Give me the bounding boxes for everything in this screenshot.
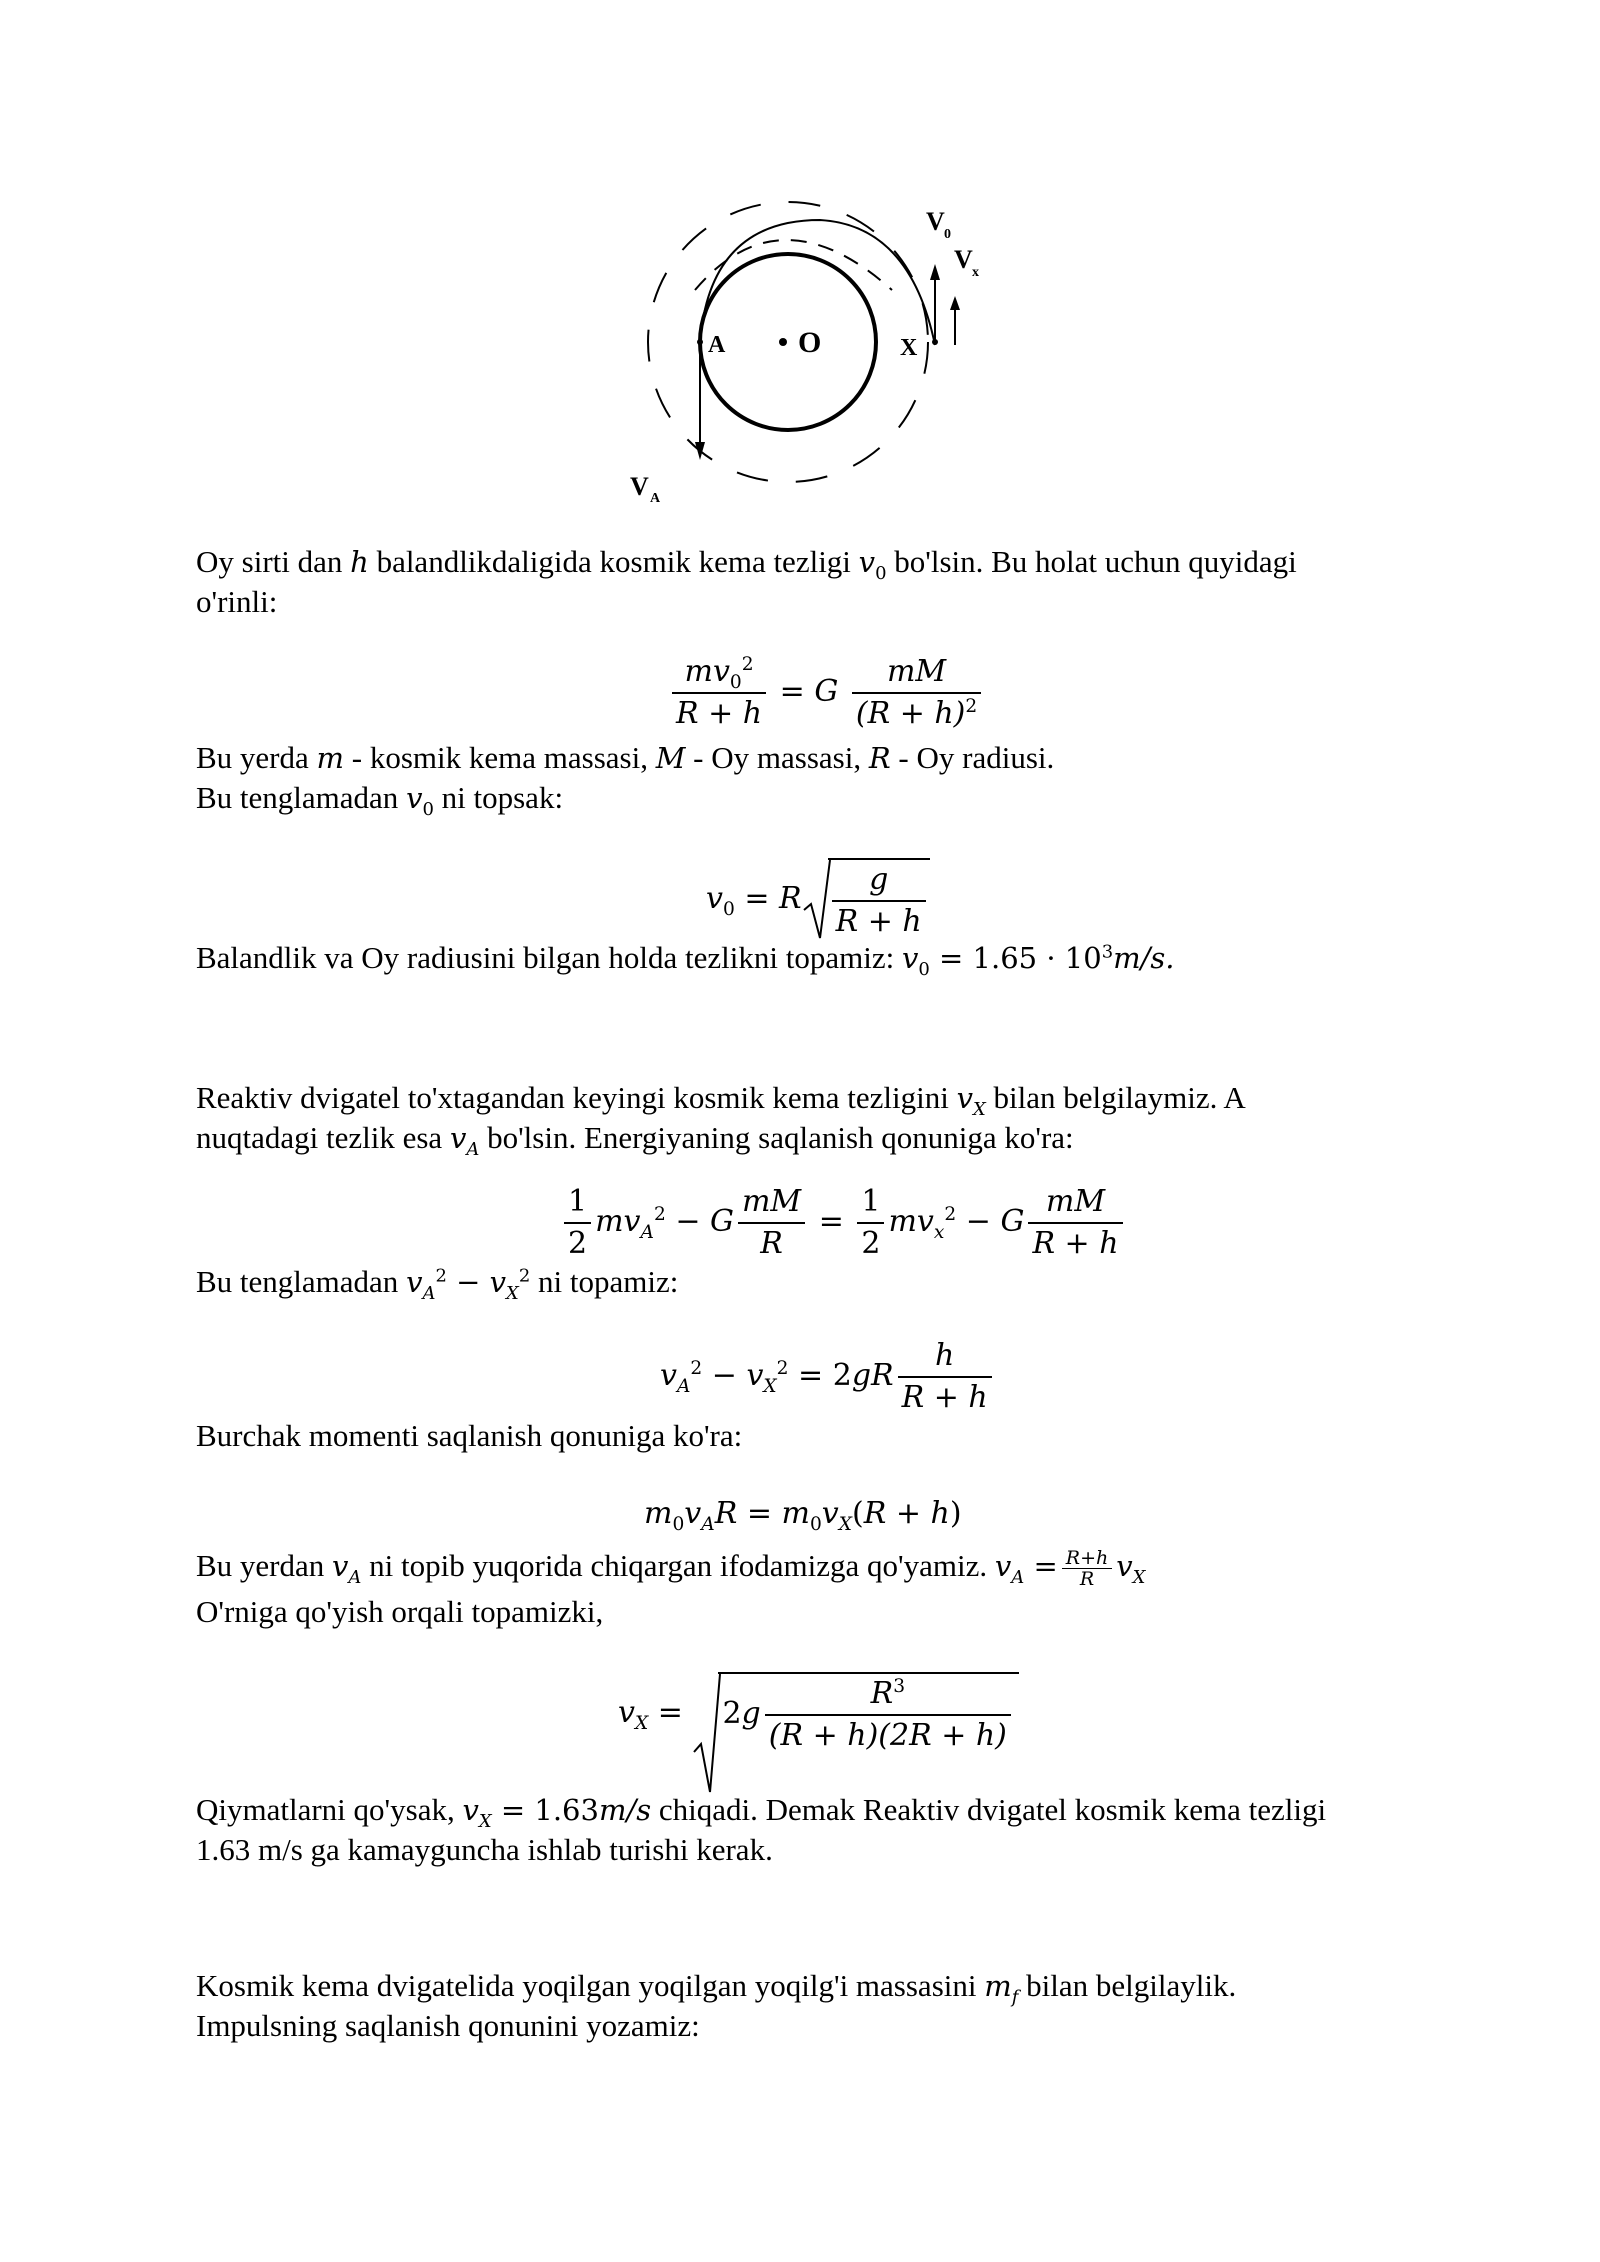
equation-orbital-velocity: $\frac{mv_0^2}{R + h}$ = G $\frac{mM}{(R + h)^2}$ xyxy=(668,652,985,734)
paragraph-8: Bu yerdan $v_A$ ni topib yuqorida chiqargan ifodamizga qo'yamiz. $v_A$ = $\frac{R+h}{R}$ $v_X$ xyxy=(196,1547,1146,1591)
point-a xyxy=(697,339,703,345)
paragraph-6: Bu tenglamadan $v_A^2 - v_X^2$ ni topamiz: xyxy=(196,1264,679,1304)
equation-velocity-difference: $v_A^2 - v_X^2 = 2gR$ $\frac{h}{R + h}$ xyxy=(660,1336,996,1418)
label-a: A xyxy=(708,332,726,358)
paragraph-9: O'rniga qo'yish orqali topamizki, xyxy=(196,1594,604,1629)
label-x: X xyxy=(900,335,918,361)
paragraph-7: Burchak momenti saqlanish qonuniga ko'ra: xyxy=(196,1418,743,1453)
label-v0: V xyxy=(926,207,945,236)
paragraph-5-line-2: nuqtadagi tezlik esa $v_A$ bo'lsin. Energiyaning saqlanish qonuniga ko'ra: xyxy=(196,1120,1074,1160)
center-point xyxy=(779,338,787,346)
vx-arrowhead xyxy=(950,296,960,310)
paragraph-4: Balandlik va Oy radiusini bilgan holda tezlikni topamiz: $v_0 = 1.65 \cdot 10^3m/s$. xyxy=(196,940,1175,980)
moon-circle xyxy=(700,254,876,430)
label-vx: V xyxy=(954,245,973,274)
paragraph-1-line-2: o'rinli: xyxy=(196,584,278,619)
paragraph-10-line-1: Qiymatlarni qo'ysak, $v_X = 1.63m/s$ chiqadi. Demak Reaktiv dvigatel kosmik kema tezligi xyxy=(196,1792,1327,1832)
va-arrowhead xyxy=(695,442,705,460)
equation-v0-formula: $v_0 = R$ $\frac{g}{R + h}$ xyxy=(706,858,930,942)
orbit-diagram xyxy=(620,180,1020,520)
paragraph-10-line-2: 1.63 m/s ga kamayguncha ishlab turishi kerak. xyxy=(196,1832,773,1867)
label-v0-sub: 0 xyxy=(944,227,951,242)
equation-energy-conservation: $\frac{1}{2}$ $mv_A^2 - G$ $\frac{mM}{R}$ = $\frac{1}{2}$ $mv_x^2 - G$ $\frac{mM}{R + h}$ xyxy=(560,1182,1127,1264)
v0-arrowhead xyxy=(930,264,940,280)
paragraph-3: Bu tenglamadan $v_0$ ni topsak: xyxy=(196,780,564,820)
paragraph-11-line-1: Kosmik kema dvigatelida yoqilgan yoqilgan yoqilg'i massasini $m_f$ bilan belgilaylik. xyxy=(196,1968,1237,2008)
equation-angular-momentum: $m_0v_AR = m_0v_X(R + h)$ xyxy=(644,1496,962,1535)
label-va-sub: A xyxy=(650,491,661,506)
label-o: O xyxy=(798,326,822,359)
outer-orbit xyxy=(648,202,928,482)
paragraph-1-line-1: Oy sirti dan h balandlikdaligida kosmik kema tezligi $v_0$ bo'lsin. Bu holat uchun quyidagi xyxy=(196,544,1297,584)
label-vx-sub: x xyxy=(972,265,979,280)
label-va: V xyxy=(630,472,649,501)
paragraph-11-line-2: Impulsning saqlanish qonunini yozamiz: xyxy=(196,2008,700,2043)
paragraph-5-line-1: Reaktiv dvigatel to'xtagandan keyingi kosmik kema tezligini $v_X$ bilan belgilaymiz. A xyxy=(196,1080,1246,1120)
equation-vx-formula: $v_X$ = 2g $\frac{R^3}{(R + h)(2R + h)}$ xyxy=(618,1672,1019,1756)
paragraph-2: Bu yerda m - kosmik kema massasi, M - Oy massasi, R - Oy radiusi. xyxy=(196,740,1055,775)
